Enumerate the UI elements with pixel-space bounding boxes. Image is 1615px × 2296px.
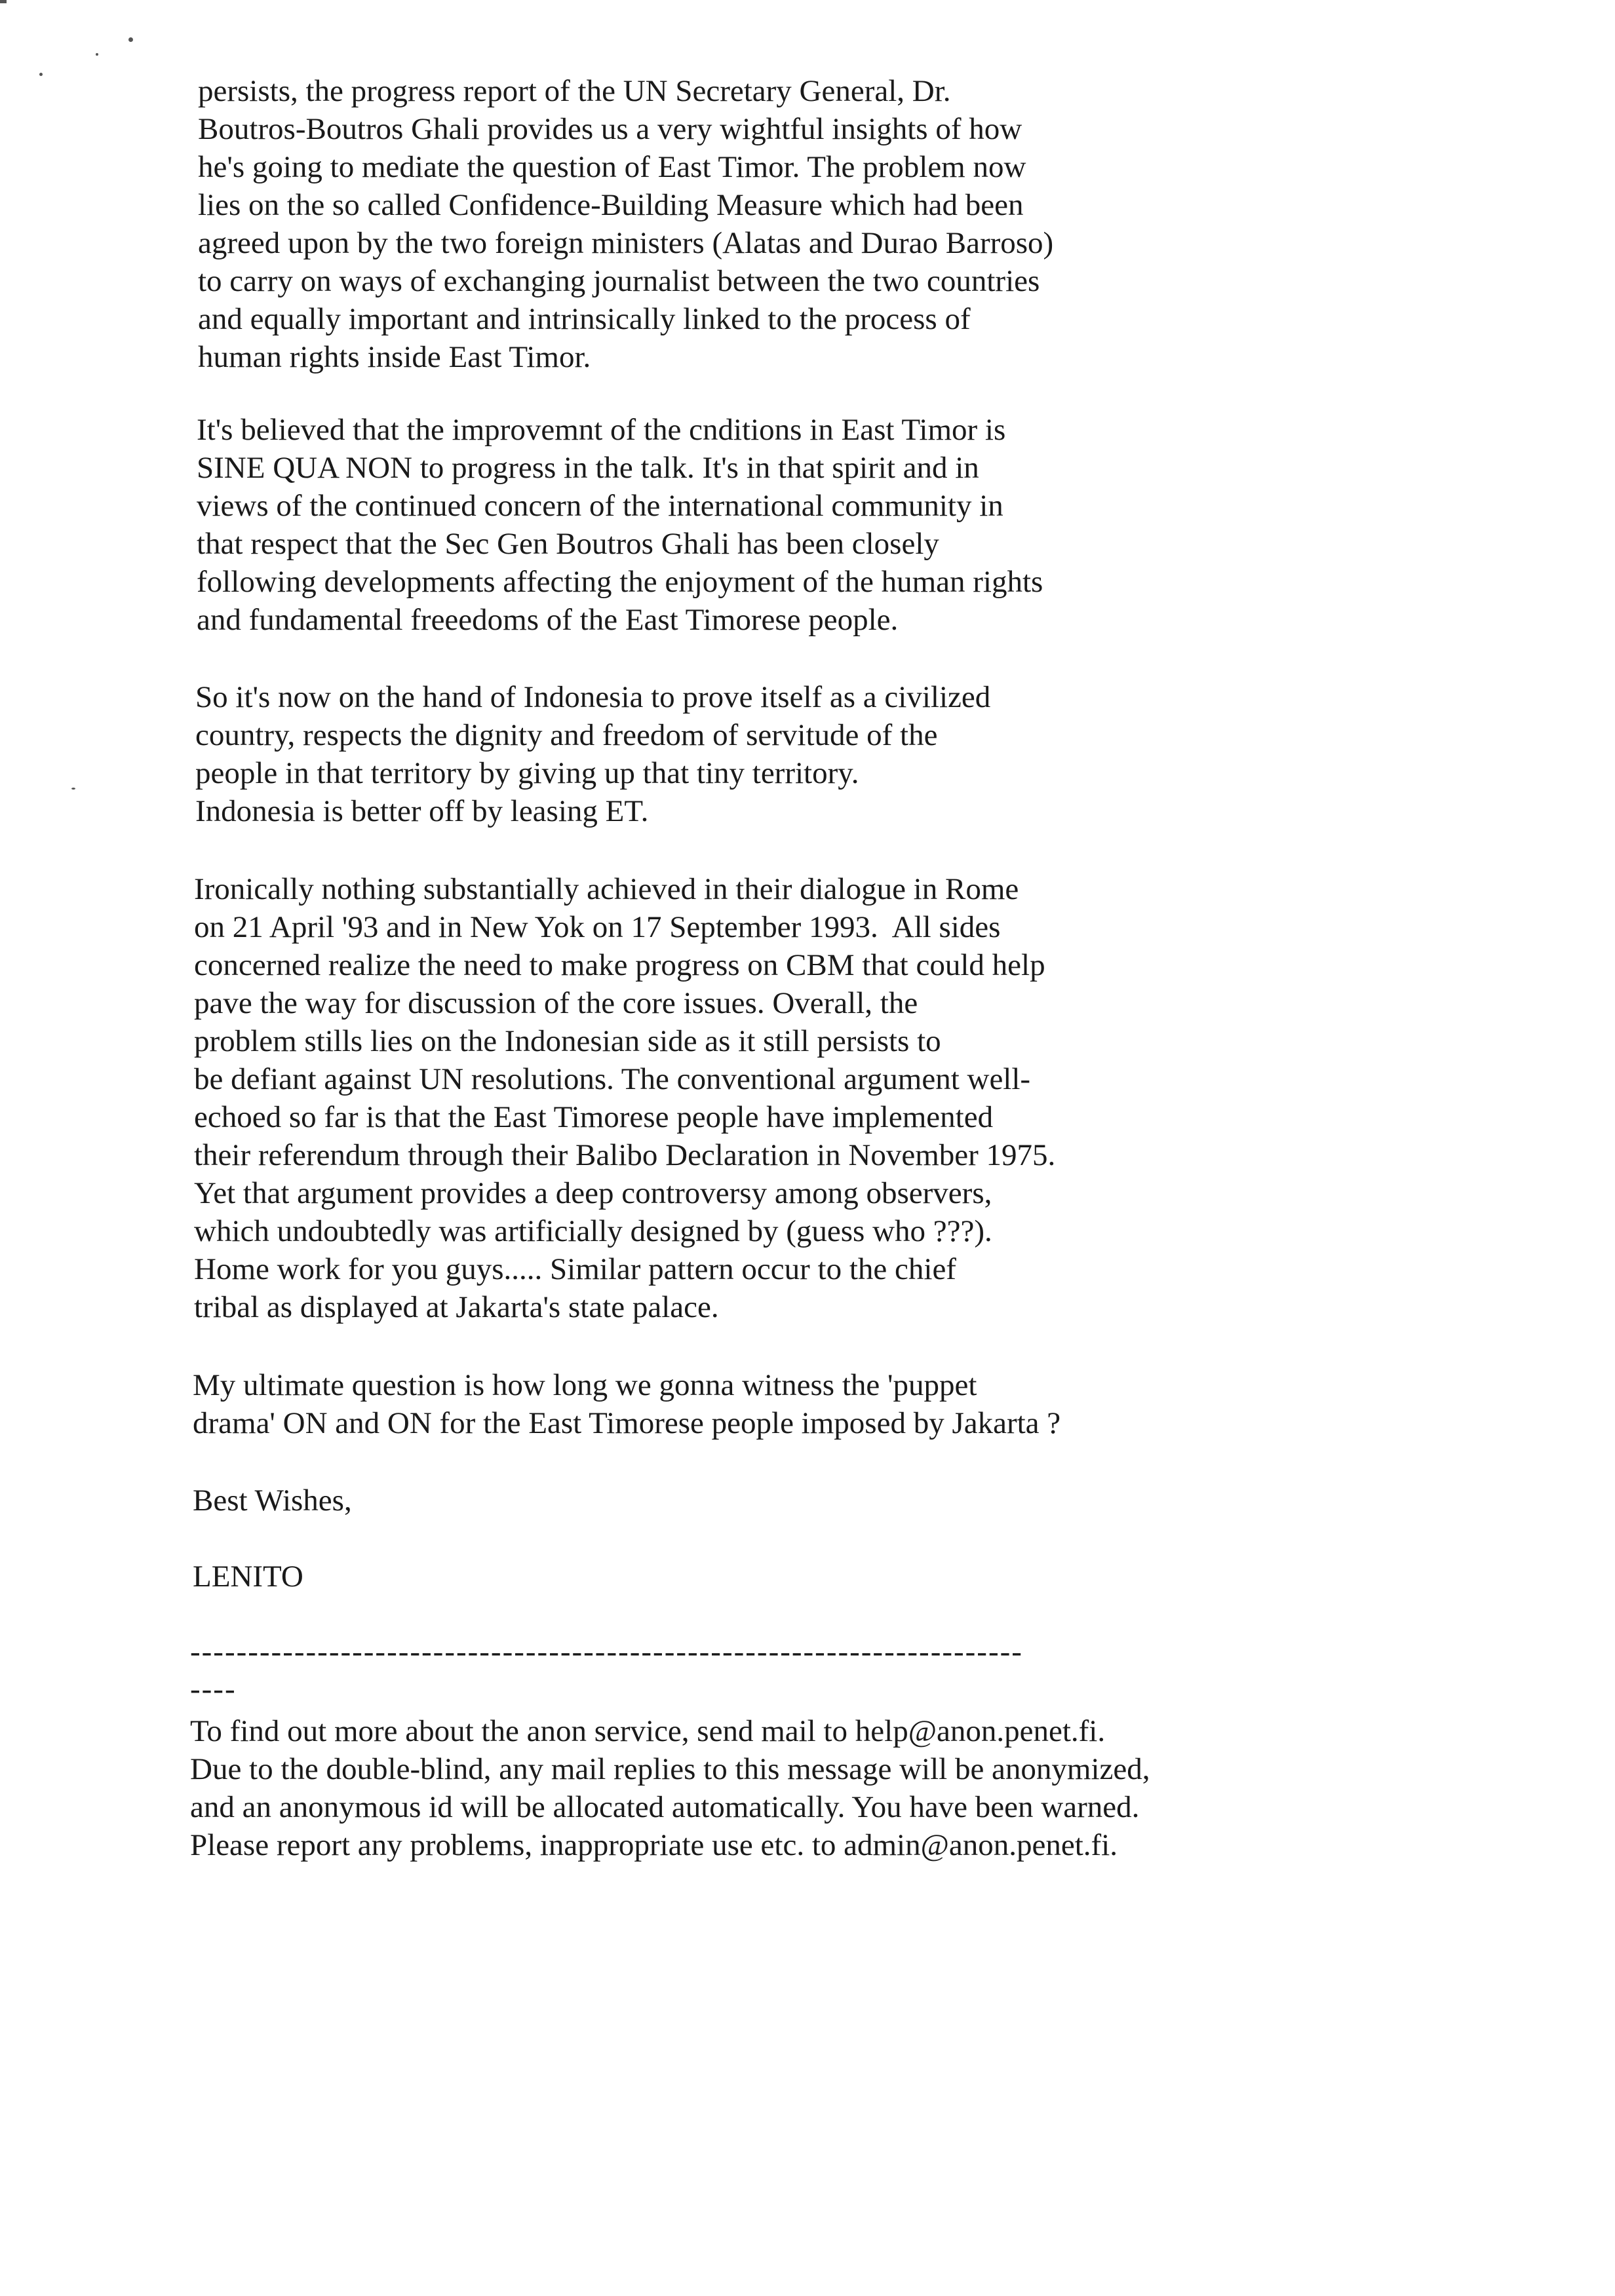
text-line: agreed upon by the two foreign ministers (Alatas and Durao Barroso) <box>198 226 1054 260</box>
text-line: echoed so far is that the East Timorese people have implemented <box>194 1100 994 1134</box>
text-line: that respect that the Sec Gen Boutros Ghali has been closely <box>197 527 939 561</box>
text-line: Yet that argument provides a deep controversy among observers, <box>194 1176 992 1210</box>
text-line: which undoubtedly was artificially designed by (guess who ???). <box>194 1214 992 1248</box>
text-line: My ultimate question is how long we gonna witness the 'puppet <box>193 1368 977 1402</box>
separator-line-short: ---- <box>190 1672 237 1706</box>
footer-line: Due to the double-blind, any mail replies to this message will be anonymized, <box>190 1752 1150 1786</box>
text-line: tribal as displayed at Jakarta's state palace. <box>194 1290 719 1324</box>
text-line: human rights inside East Timor. <box>198 340 591 374</box>
text-line: drama' ON and ON for the East Timorese people imposed by Jakarta ? <box>193 1406 1061 1440</box>
text-line: to carry on ways of exchanging journalist between the two countries <box>198 264 1040 298</box>
text-line: people in that territory by giving up that tiny territory. <box>195 756 859 790</box>
scan-speck <box>128 37 133 42</box>
footer-line: and an anonymous id will be allocated automatically. You have been warned. <box>190 1790 1140 1824</box>
scan-speck <box>39 73 43 76</box>
text-line: Boutros-Boutros Ghali provides us a very wightful insights of how <box>198 112 1022 146</box>
text-line: views of the continued concern of the international community in <box>197 489 1003 523</box>
signature: LENITO <box>193 1559 303 1594</box>
text-line: and fundamental freeedoms of the East Timorese people. <box>197 603 899 637</box>
text-line: problem stills lies on the Indonesian side as it still persists to <box>194 1024 941 1058</box>
text-line: be defiant against UN resolutions. The conventional argument well- <box>194 1062 1031 1096</box>
footer-line: Please report any problems, inappropriate use etc. to admin@anon.penet.fi. <box>190 1828 1118 1862</box>
text-line: country, respects the dignity and freedom of servitude of the <box>195 718 938 752</box>
text-line: Indonesia is better off by leasing ET. <box>195 794 649 828</box>
scan-speck <box>96 53 98 56</box>
text-line: and equally important and intrinsically linked to the process of <box>198 302 971 336</box>
text-line: Home work for you guys..... Similar pattern occur to the chief <box>194 1252 956 1286</box>
text-line: lies on the so called Confidence-Building Measure which had been <box>198 188 1024 222</box>
text-line: It's believed that the improvemnt of the cnditions in East Timor is <box>197 413 1006 447</box>
closing: Best Wishes, <box>193 1483 352 1518</box>
scan-speck <box>0 0 7 3</box>
text-line: he's going to mediate the question of East Timor. The problem now <box>198 150 1026 184</box>
text-line: pave the way for discussion of the core issues. Overall, the <box>194 986 918 1020</box>
text-line: SINE QUA NON to progress in the talk. It's in that spirit and in <box>197 451 979 485</box>
text-line: concerned realize the need to make progress on CBM that could help <box>194 948 1045 982</box>
text-line: Ironically nothing substantially achieved in their dialogue in Rome <box>194 872 1019 906</box>
text-line: on 21 April '93 and in New Yok on 17 September 1993. All sides <box>194 910 1001 944</box>
text-line: their referendum through their Balibo Declaration in November 1975. <box>194 1138 1056 1172</box>
footer-line: To find out more about the anon service, send mail to help@anon.penet.fi. <box>190 1714 1106 1748</box>
separator-line: ------------------------------------------------------------------------ <box>190 1635 1023 1669</box>
scan-speck <box>71 788 75 790</box>
text-line: following developments affecting the enjoyment of the human rights <box>197 565 1043 599</box>
text-line: persists, the progress report of the UN Secretary General, Dr. <box>198 74 951 108</box>
text-line: So it's now on the hand of Indonesia to prove itself as a civilized <box>195 680 991 714</box>
